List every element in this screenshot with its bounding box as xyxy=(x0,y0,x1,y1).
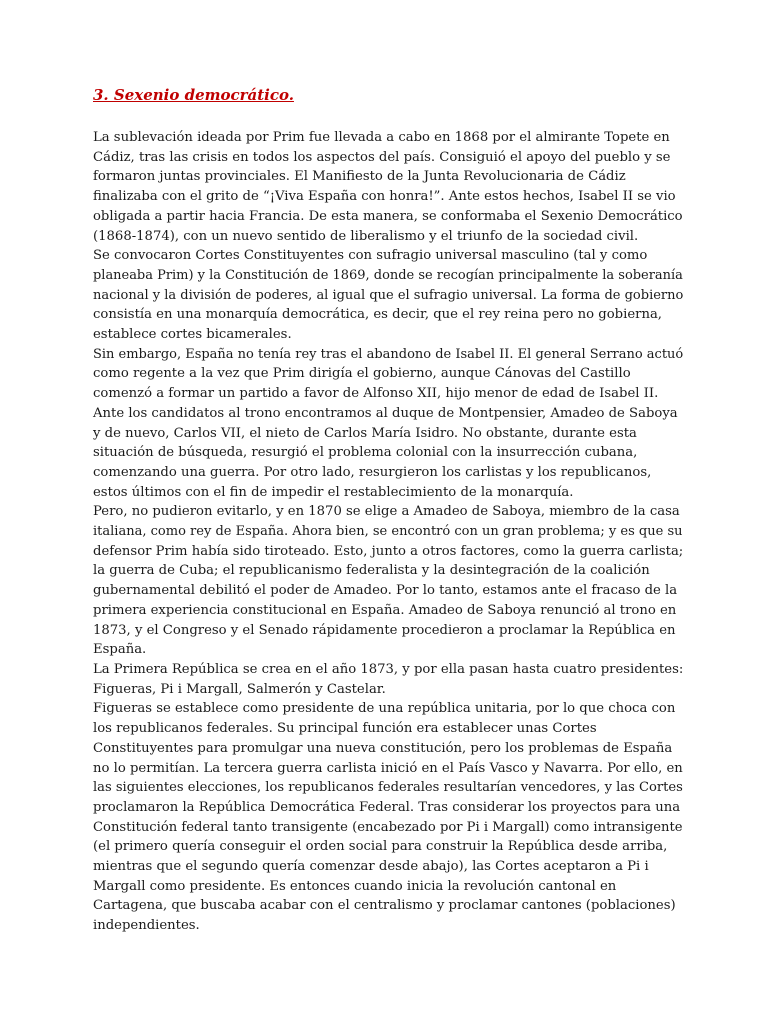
text-line: Se convocaron Cortes Constituyentes con sufragio universal masculino (tal y como xyxy=(93,248,648,264)
text-line: estos últimos con el fin de impedir el restablecimiento de la monarquía. xyxy=(93,484,574,500)
text-line: finalizaba con el grito de “¡Viva España con honra!”. Ante estos hechos, Isabel II se vio xyxy=(93,189,676,205)
text-line: la guerra de Cuba; el republicanismo federalista y la desintegración de la coalición xyxy=(93,563,650,579)
text-line: proclamaron la República Democrática Federal. Tras considerar los proyectos para una xyxy=(93,799,681,815)
text-line: Constitución federal tanto transigente (encabezado por Pi i Margall) como intransigente xyxy=(93,819,683,835)
text-line: consistía en una monarquía democrática, es decir, que el rey reina pero no gobierna, xyxy=(93,307,662,323)
text-line: Cádiz, tras las crisis en todos los aspectos del país. Consiguió el apoyo del pueblo y se xyxy=(93,149,671,165)
text-line: los republicanos federales. Su principal función era establecer unas Cortes xyxy=(93,721,597,737)
text-line: Cartagena, que buscaba acabar con el centralismo y proclamar cantones (poblaciones) xyxy=(93,898,676,914)
section-title: 3. Sexenio democrático. xyxy=(93,86,294,104)
text-line: España. xyxy=(93,642,147,658)
text-line: establece cortes bicamerales. xyxy=(93,327,292,343)
text-line: comenzó a formar un partido a favor de Alfonso XII, hijo menor de edad de Isabel II. xyxy=(93,386,659,402)
text-line: Margall como presidente. Es entonces cuando inicia la revolución cantonal en xyxy=(93,878,617,894)
text-line: La Primera República se crea en el año 1873, y por ella pasan hasta cuatro presidentes: xyxy=(93,661,684,677)
text-line: primera experiencia constitucional en España. Amadeo de Saboya renunció al trono en xyxy=(93,602,677,618)
text-line: Sin embargo, España no tenía rey tras el abandono de Isabel II. El general Serrano actuó xyxy=(93,346,684,362)
text-line: formaron juntas provinciales. El Manifiesto de la Junta Revolucionaria de Cádiz xyxy=(93,169,626,185)
text-line: italiana, como rey de España. Ahora bien, se encontró con un gran problema; y es que su xyxy=(93,524,683,540)
text-line: Constituyentes para promulgar una nueva constitución, pero los problemas de España xyxy=(93,740,673,756)
text-line: planeaba Prim) y la Constitución de 1869, donde se recogían principalmente la soberanía xyxy=(93,267,683,283)
text-line: obligada a partir hacia Francia. De esta manera, se conformaba el Sexenio Democrático xyxy=(93,208,683,224)
text-line: defensor Prim había sido tiroteado. Esto, junto a otros factores, como la guerra carlista; xyxy=(93,543,684,559)
text-line: nacional y la división de poderes, al igual que el sufragio universal. La forma de gobierno xyxy=(93,287,684,303)
text-line: Pero, no pudieron evitarlo, y en 1870 se elige a Amadeo de Saboya, miembro de la casa xyxy=(93,504,680,520)
text-line: comenzando una guerra. Por otro lado, resurgieron los carlistas y los republicanos, xyxy=(93,464,652,480)
text-line: Figueras se establece como presidente de una república unitaria, por lo que choca con xyxy=(93,701,676,717)
text-line: no lo permitían. La tercera guerra carlista inició en el País Vasco y Navarra. Por ello, en xyxy=(93,760,683,776)
text-line: gubernamental debilitó el poder de Amadeo. Por lo tanto, estamos ante el fracaso de la xyxy=(93,583,678,599)
document-body xyxy=(93,128,684,936)
text-line: como regente a la vez que Prim dirigía el gobierno, aunque Cánovas del Castillo xyxy=(93,366,631,382)
text-line: (el primero quería conseguir el orden social para construir la República desde arriba, xyxy=(93,839,668,855)
text-line: situación de búsqueda, resurgió el problema colonial con la insurrección cubana, xyxy=(93,445,638,461)
text-line: Ante los candidatos al trono encontramos al duque de Montpensier, Amadeo de Saboya xyxy=(93,405,678,421)
text-line: mientras que el segundo quería comenzar desde abajo), las Cortes aceptaron a Pi i xyxy=(93,859,649,875)
text-line: La sublevación ideada por Prim fue llevada a cabo en 1868 por el almirante Topete en xyxy=(93,130,670,145)
text-line: Figueras, Pi i Margall, Salmerón y Castelar. xyxy=(93,681,386,697)
text-line: 1873, y el Congreso y el Senado rápidamente procedieron a proclamar la República en xyxy=(93,622,676,638)
text-line: (1868-1874), con un nuevo sentido de liberalismo y el triunfo de la sociedad civil. xyxy=(93,228,639,244)
text-line: independientes. xyxy=(93,918,200,934)
text-line: las siguientes elecciones, los republicanos federales resultarían vencedores, y las Cortes xyxy=(93,780,683,796)
text-line: y de nuevo, Carlos VII, el nieto de Carlos María Isidro. No obstante, durante esta xyxy=(93,425,637,441)
